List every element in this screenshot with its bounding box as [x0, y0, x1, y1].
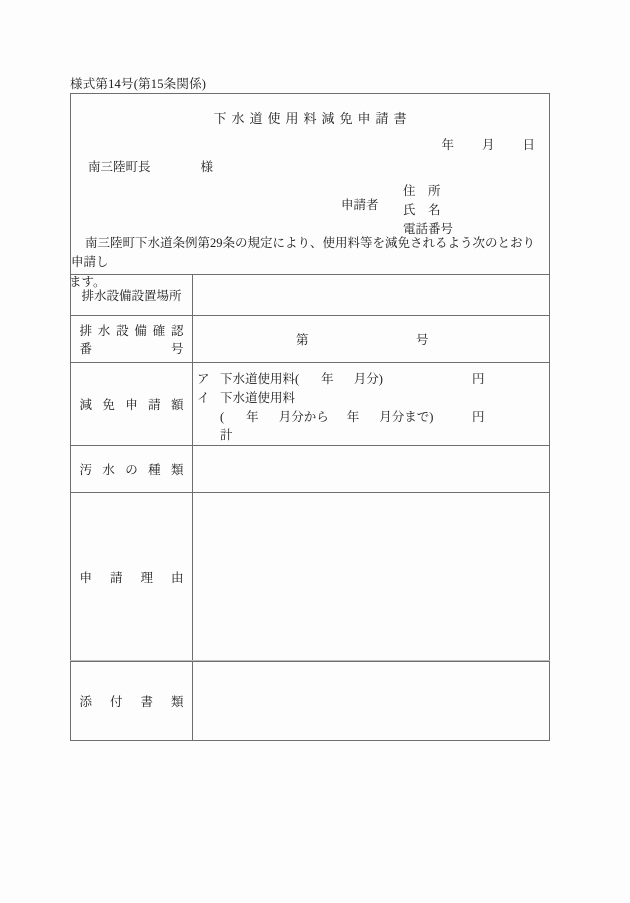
row-wastewater-kind: [71, 446, 550, 493]
amount-item-b-year-from: 年: [246, 409, 259, 424]
label-wastewater-kind: [71, 446, 193, 493]
label-confirm-number: [71, 316, 193, 363]
document-title: 下水道使用料減免申請書: [213, 111, 412, 126]
applicant-name-label: 氏 名: [403, 203, 441, 217]
label-reduction-amount-text: 減免申請額: [79, 398, 184, 412]
value-attachments[interactable]: [193, 662, 550, 741]
amount-total-label: 計: [220, 428, 233, 443]
addressee-honorific: 様: [200, 160, 214, 174]
date-day-label: 日: [522, 138, 535, 152]
label-attachments-text: 添付書類: [79, 695, 184, 709]
label-reduction-amount: [71, 363, 193, 446]
confirm-number-prefix: 第: [296, 333, 309, 347]
value-application-reason[interactable]: [193, 493, 550, 662]
applicant-fields: [403, 182, 453, 239]
value-confirm-number[interactable]: [193, 316, 550, 363]
row-application-reason: [71, 493, 550, 662]
applicant-phone-label: 電話番号: [403, 222, 454, 236]
amount-total: [197, 426, 549, 445]
row-confirm-number: [71, 316, 550, 363]
form-header-cell: [69, 94, 550, 289]
label-wastewater-kind-text: 汚水の種類: [79, 463, 184, 477]
date-month-label: 月: [481, 138, 495, 152]
date-line: [441, 136, 535, 154]
amount-item-b-month-to: 月分まで): [379, 409, 434, 424]
date-year-label: 年: [441, 138, 454, 152]
addressee-line: [88, 158, 213, 176]
value-wastewater-kind[interactable]: [193, 446, 550, 493]
amount-item-b: [197, 389, 549, 408]
value-installation-place[interactable]: [193, 275, 550, 316]
amount-item-a-unit: 円: [472, 372, 485, 386]
form-number: 様式第14号(第15条関係): [70, 77, 207, 91]
amount-item-b-unit: 円: [472, 409, 485, 424]
statement-line-1: 南三陸町下水道条例第29条の規定により、使用料等を減免されるよう次のとおり申請し: [71, 236, 536, 270]
row-reduction-amount: [71, 363, 550, 446]
applicant-address-label: 住 所: [403, 184, 441, 198]
label-confirm-number-line2: 番 号: [79, 342, 184, 356]
amount-item-a: [197, 370, 549, 389]
application-form-table: [70, 93, 550, 741]
amount-item-b-period: [197, 408, 549, 427]
label-application-reason-text: 申請理由: [79, 571, 184, 585]
amount-item-a-month: 月分): [353, 372, 383, 386]
applicant-label: 申請者: [341, 198, 379, 212]
label-confirm-number-line1: 排水設備確認: [79, 324, 184, 338]
amount-item-b-paren: (: [220, 409, 225, 424]
value-reduction-amount[interactable]: [193, 363, 550, 446]
amount-item-a-year: 年: [321, 372, 334, 386]
amount-item-b-month-from: 月分から: [278, 409, 329, 424]
form-header-row: [71, 94, 550, 275]
label-application-reason: [71, 493, 193, 662]
amount-item-b-year-to: 年: [346, 409, 360, 424]
addressee-name: 南三陸町長: [88, 160, 151, 174]
confirm-number-suffix: 号: [416, 333, 429, 347]
amount-item-a-text: 下水道使用料(: [220, 372, 300, 386]
label-attachments: [71, 662, 193, 741]
row-attachments: [71, 662, 550, 741]
amount-item-b-text: 下水道使用料: [220, 390, 296, 405]
statement-line-2: ます。: [69, 274, 106, 289]
amount-item-b-mark: イ: [197, 390, 210, 405]
amount-item-a-mark: ア: [197, 372, 210, 386]
label-installation-place-text: 排水設備設置場所: [81, 289, 182, 303]
